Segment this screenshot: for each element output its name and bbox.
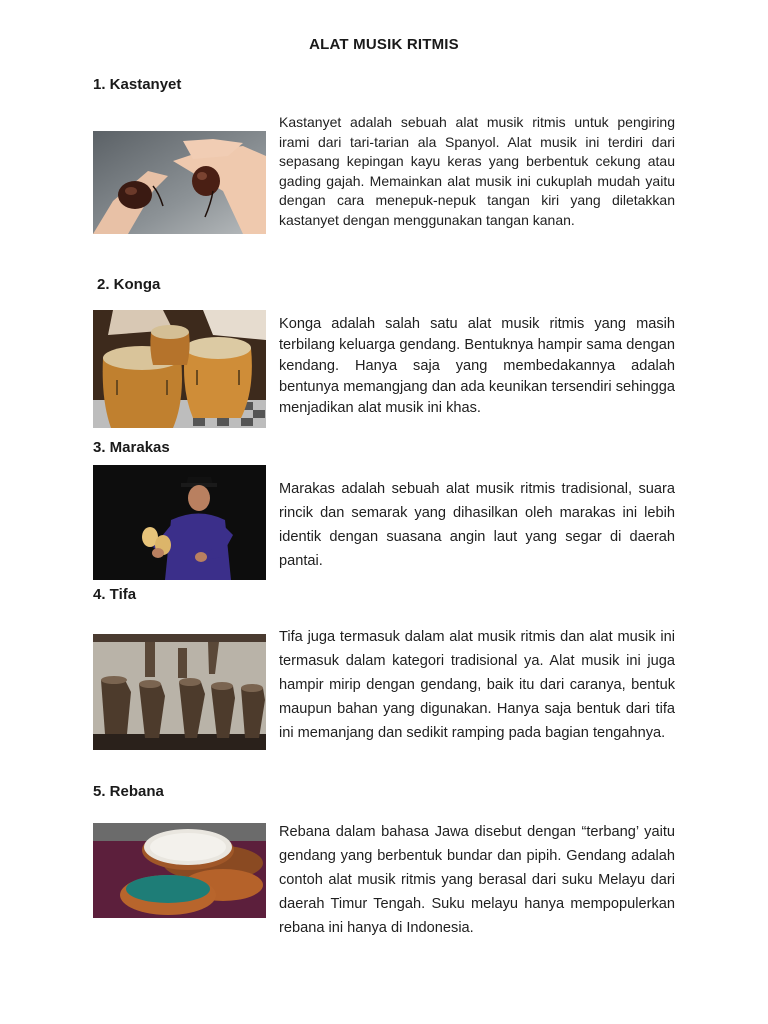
section-heading-marakas: 3. Marakas xyxy=(93,439,170,456)
castanets-photo xyxy=(93,131,266,234)
conga-drums-photo xyxy=(93,310,266,428)
page-title: ALAT MUSIK RITMIS xyxy=(309,36,459,53)
section-text-tifa: Tifa juga termasuk dalam alat musik ritmis dan alat musik ini termasuk dalam kategori tradisional ya. Alat musik ini juga hampir mirip dengan gendang, baik itu dari caranya, bentuk maupun bahan yang digunakan. Hanya saja bentuk dari tifa ini memanjang dan sedikit ramping pada bagian tengahnya. xyxy=(279,629,675,741)
section-heading-kastanyet: 1. Kastanyet xyxy=(93,76,182,93)
section-heading-tifa: 4. Tifa xyxy=(93,586,137,603)
section-text-rebana: Rebana dalam bahasa Jawa disebut dengan “terbang’ yaitu gendang yang berbentuk bundar dan pipih. Gendang adalah contoh alat musik ritmis yang berasal dari suku Melayu dari daerah Timur Tengah. Suku melayu hanya mempopulerkan rebana ini hanya di Indonesia. xyxy=(279,824,675,936)
rebana-photo xyxy=(93,823,266,918)
section-text-konga: Konga adalah salah satu alat musik ritmis yang masih terbilang keluarga gendang. Bentuknya hampir sama dengan kendang. Hanya saja yang membedakannya adalah bentunya memangjang dan ada keunikan tersendiri sehingga menjadikan alat musik ini khas. xyxy=(279,316,675,416)
section-text-kastanyet: Kastanyet adalah sebuah alat musik ritmis untuk pengiring irami dari tari-tarian ala Spanyol. Alat musik ini terdiri dari sepasang kepingan kayu keras yang berbentuk cekung atau gading gajah. Memainkan alat musik ini cukuplah mudah yaitu dengan cara menepuk-nepuk tangan kiri yang diletakkan kastanyet dengan menggunakan tangan kanan. xyxy=(279,114,675,228)
section-heading-rebana: 5. Rebana xyxy=(93,783,164,800)
maracas-player-photo xyxy=(93,465,266,580)
section-heading-konga: 2. Konga xyxy=(97,276,161,293)
tifa-drums-photo xyxy=(93,634,266,750)
section-text-marakas: Marakas adalah sebuah alat musik ritmis tradisional, suara rincik dan semarak yang dihasilkan oleh marakas ini lebih identik dengan suasana angin laut yang segar di daerah pantai. xyxy=(279,481,675,569)
